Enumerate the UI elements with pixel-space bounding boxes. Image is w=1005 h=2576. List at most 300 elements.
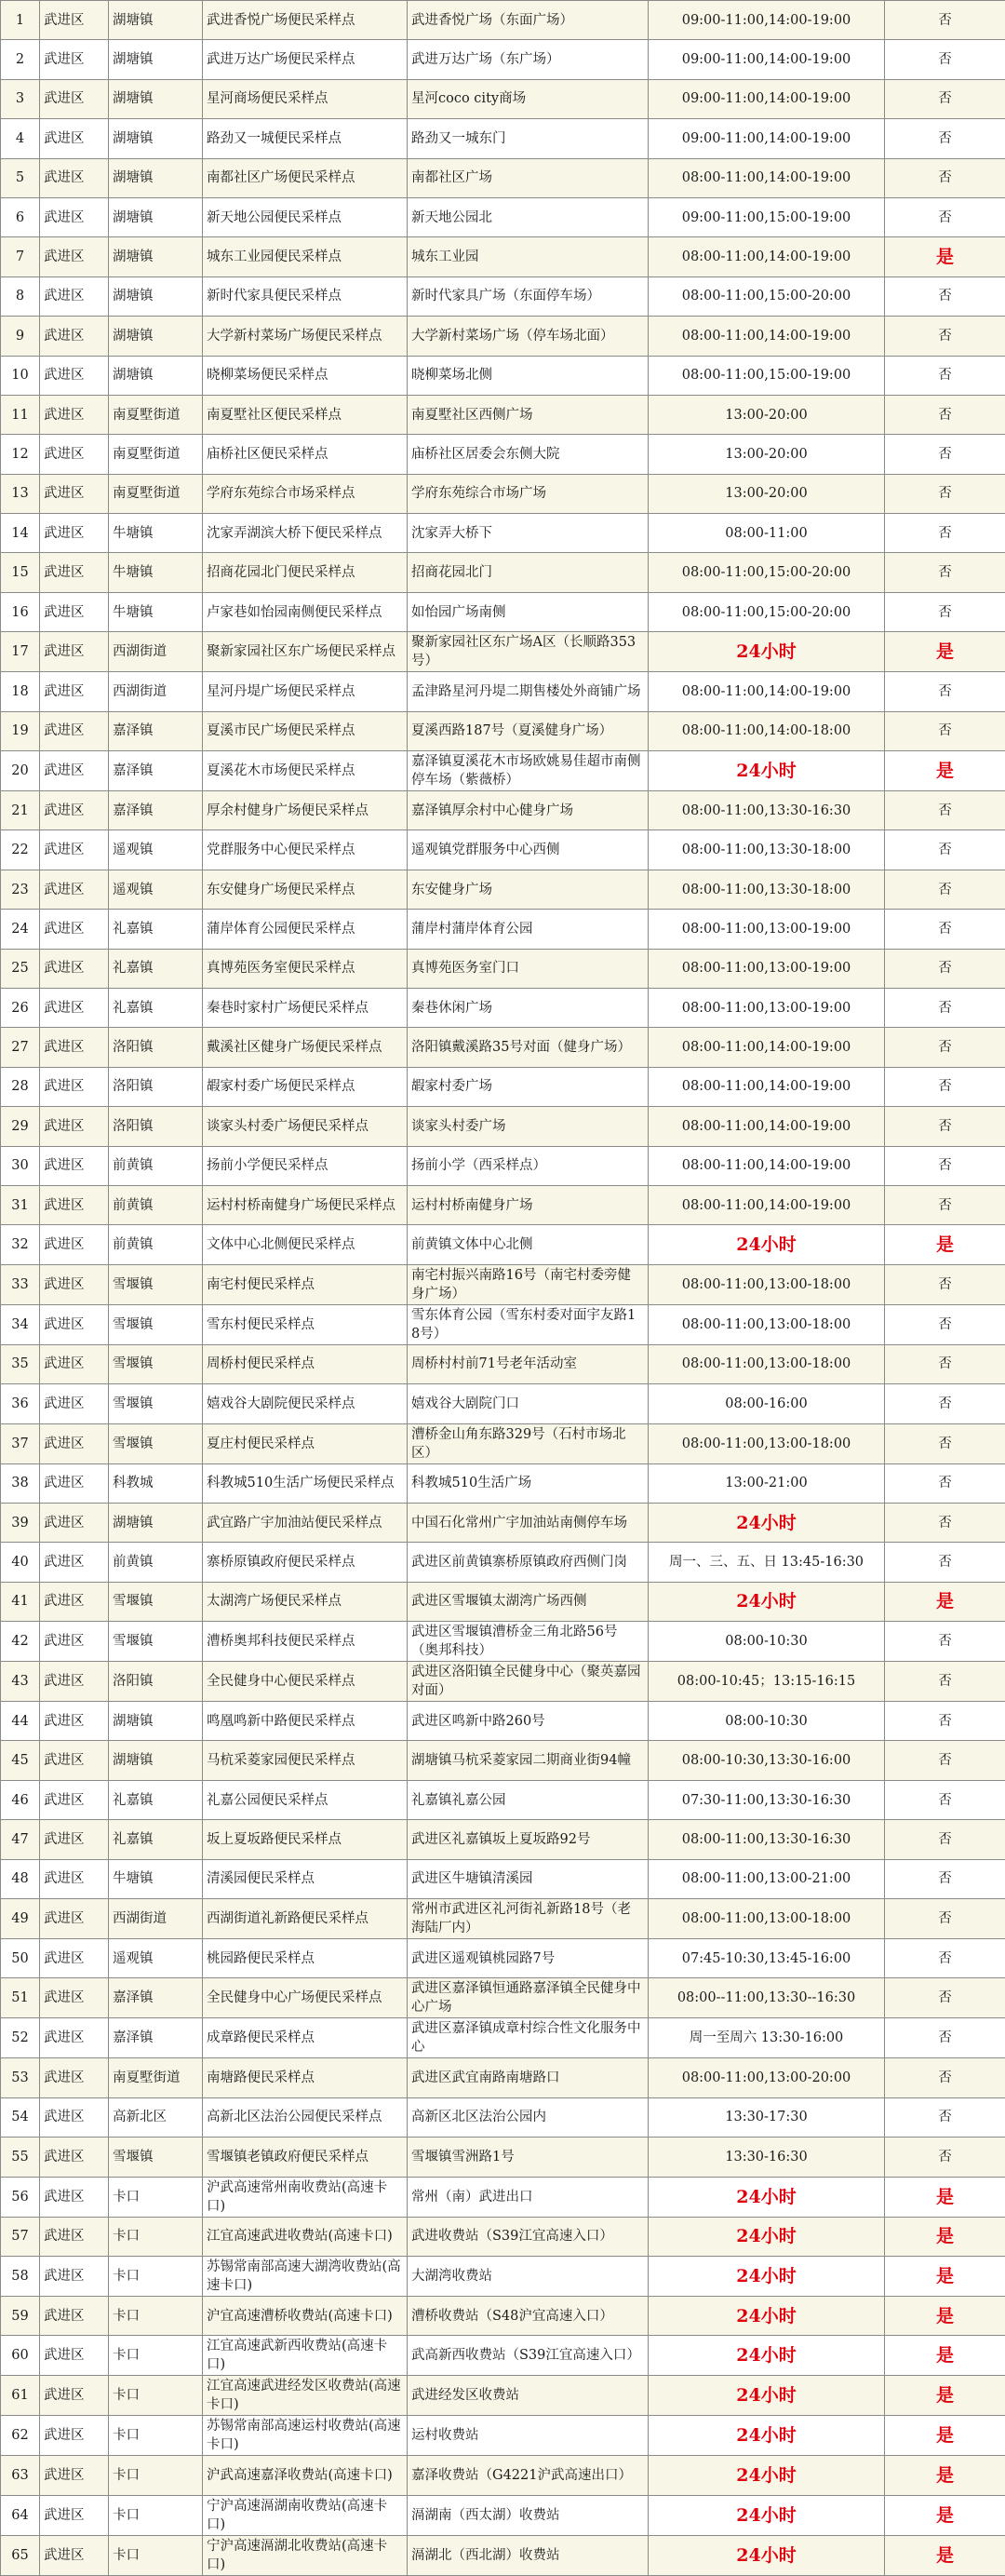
row-number: 36 [1,1384,40,1423]
district-cell: 武进区 [40,1028,109,1067]
site-name-cell: 雪东村便民采样点 [203,1304,408,1344]
row-number: 54 [1,2097,40,2137]
site-name-cell: 聚新家园社区东广场便民采样点 [203,632,408,672]
address-cell: 武进万达广场（东广场） [408,40,649,79]
address-cell: 嘉泽镇夏溪花木市场欧姚易佳超市南侧停车场（紫薇桥） [408,751,649,791]
table-row [1,1662,1005,1702]
town-cell: 卡口 [109,2456,203,2495]
table-row [1,1582,1005,1621]
table-row [1,1,1005,40]
district-cell: 武进区 [40,870,109,909]
24h-flag-cell: 否 [885,1067,1005,1106]
site-name-cell: 成章路便民采样点 [203,2018,408,2058]
address-cell: 大学新村菜场广场（停车场北面） [408,317,649,356]
town-cell: 卡口 [109,2535,203,2575]
row-number: 47 [1,1820,40,1859]
address-cell: 滆湖南（西太湖）收费站 [408,2495,649,2535]
24h-flag-cell: 是 [885,2376,1005,2416]
table-row [1,1423,1005,1463]
24h-flag-cell: 否 [885,1384,1005,1423]
address-cell: 前黄镇文体中心北侧 [408,1225,649,1264]
row-number: 25 [1,949,40,988]
hours-cell: 08:00-11:00,13:00-18:00 [649,1899,885,1939]
district-cell: 武进区 [40,395,109,434]
24h-flag-cell: 否 [885,1028,1005,1067]
table-row [1,2456,1005,2495]
row-number: 63 [1,2456,40,2495]
24h-flag-cell: 是 [885,2217,1005,2256]
address-cell: 南都社区广场 [408,158,649,197]
table-row [1,2256,1005,2296]
24h-flag-cell: 否 [885,672,1005,711]
district-cell: 武进区 [40,1384,109,1423]
address-cell: 扬前小学（西采样点） [408,1146,649,1185]
row-number: 11 [1,395,40,434]
row-number: 13 [1,474,40,513]
table-row [1,40,1005,79]
hours-cell: 24小时 [649,2296,885,2335]
table-row [1,1344,1005,1383]
hours-cell: 08:00-10:30,13:30-16:00 [649,1741,885,1780]
address-cell: 新时代家具广场（东面停车场） [408,276,649,316]
table-row [1,2416,1005,2456]
24h-flag-cell: 否 [885,1820,1005,1859]
site-name-cell: 南塘路便民采样点 [203,2058,408,2097]
table-row [1,2138,1005,2177]
town-cell: 礼嘉镇 [109,1780,203,1819]
town-cell: 南夏墅街道 [109,2058,203,2097]
town-cell: 礼嘉镇 [109,910,203,949]
address-cell: 夏溪西路187号（夏溪健身广场） [408,711,649,750]
address-cell: 聚新家园社区东广场A区（长顺路353号） [408,632,649,672]
site-name-cell: 文体中心北侧便民采样点 [203,1225,408,1264]
row-number: 2 [1,40,40,79]
town-cell: 牛塘镇 [109,553,203,592]
town-cell: 前黄镇 [109,1146,203,1185]
table-body [1,1,1005,2576]
24h-flag-cell: 是 [885,237,1005,276]
town-cell: 雪堰镇 [109,2138,203,2177]
site-name-cell: 宁沪高速滆湖南收费站(高速卡口) [203,2495,408,2535]
district-cell: 武进区 [40,672,109,711]
hours-cell: 09:00-11:00,14:00-19:00 [649,119,885,158]
row-number: 65 [1,2535,40,2575]
site-name-cell: 武宜路广宇加油站便民采样点 [203,1503,408,1542]
district-cell: 武进区 [40,2097,109,2137]
hours-cell: 24小时 [649,2376,885,2416]
hours-cell: 24小时 [649,632,885,672]
row-number: 51 [1,1978,40,2018]
table-row [1,751,1005,791]
hours-cell: 09:00-11:00,14:00-19:00 [649,1,885,40]
hours-cell: 09:00-11:00,14:00-19:00 [649,40,885,79]
24h-flag-cell: 否 [885,356,1005,395]
24h-flag-cell: 是 [885,2256,1005,2296]
site-name-cell: 南宅村便民采样点 [203,1264,408,1304]
row-number: 3 [1,79,40,118]
district-cell: 武进区 [40,2217,109,2256]
row-number: 5 [1,158,40,197]
24h-flag-cell: 是 [885,2495,1005,2535]
row-number: 55 [1,2138,40,2177]
hours-cell: 24小时 [649,1225,885,1264]
address-cell: 武高新西收费站（S39江宜高速入口） [408,2336,649,2376]
24h-flag-cell: 否 [885,317,1005,356]
hours-cell: 08:00-11:00,13:00-18:00 [649,1264,885,1304]
row-number: 16 [1,592,40,631]
district-cell: 武进区 [40,356,109,395]
site-name-cell: 西湖街道礼新路便民采样点 [203,1899,408,1939]
24h-flag-cell: 否 [885,197,1005,236]
address-cell: 嬉戏谷大剧院门口 [408,1384,649,1423]
address-cell: 运村收费站 [408,2416,649,2456]
town-cell: 湖塘镇 [109,276,203,316]
district-cell: 武进区 [40,1780,109,1819]
table-row [1,1543,1005,1582]
district-cell: 武进区 [40,1185,109,1224]
hours-cell: 13:00-20:00 [649,435,885,474]
table-row [1,1503,1005,1542]
24h-flag-cell: 否 [885,435,1005,474]
hours-cell: 09:00-11:00,15:00-19:00 [649,197,885,236]
town-cell: 卡口 [109,2217,203,2256]
24h-flag-cell: 是 [885,2535,1005,2575]
town-cell: 科教城 [109,1463,203,1503]
address-cell: 常州市武进区礼河街礼新路18号（老海陆厂内） [408,1899,649,1939]
address-cell: 高新区北区法治公园内 [408,2097,649,2137]
row-number: 31 [1,1185,40,1224]
table-row [1,2535,1005,2575]
table-row [1,2336,1005,2376]
row-number: 19 [1,711,40,750]
row-number: 35 [1,1344,40,1383]
hours-cell: 08:00-11:00,14:00-19:00 [649,1107,885,1146]
site-name-cell: 招商花园北门便民采样点 [203,553,408,592]
hours-cell: 13:30-16:30 [649,2138,885,2177]
24h-flag-cell: 否 [885,1702,1005,1741]
row-number: 17 [1,632,40,672]
table-row [1,711,1005,750]
district-cell: 武进区 [40,632,109,672]
24h-flag-cell: 否 [885,2058,1005,2097]
site-name-cell: 庙桥社区便民采样点 [203,435,408,474]
24h-flag-cell: 否 [885,988,1005,1027]
address-cell: 滆湖北（西北湖）收费站 [408,2535,649,2575]
table-row [1,514,1005,553]
table-row [1,1304,1005,1344]
address-cell: 真博苑医务室门口 [408,949,649,988]
site-name-cell: 新时代家具便民采样点 [203,276,408,316]
district-cell: 武进区 [40,1582,109,1621]
hours-cell: 08:00-11:00,14:00-19:00 [649,1185,885,1224]
table-row [1,2296,1005,2335]
address-cell: 星河coco city商场 [408,79,649,118]
town-cell: 湖塘镇 [109,79,203,118]
town-cell: 南夏墅街道 [109,435,203,474]
district-cell: 武进区 [40,2058,109,2097]
table-row [1,1859,1005,1898]
site-name-cell: 扬前小学便民采样点 [203,1146,408,1185]
town-cell: 洛阳镇 [109,1067,203,1106]
address-cell: 东安健身广场 [408,870,649,909]
row-number: 1 [1,1,40,40]
table-row [1,1463,1005,1503]
site-name-cell: 马杭采菱家园便民采样点 [203,1741,408,1780]
row-number: 18 [1,672,40,711]
24h-flag-cell: 否 [885,1978,1005,2018]
district-cell: 武进区 [40,1067,109,1106]
town-cell: 礼嘉镇 [109,988,203,1027]
table-row [1,395,1005,434]
town-cell: 牛塘镇 [109,514,203,553]
24h-flag-cell: 否 [885,1741,1005,1780]
table-row [1,1780,1005,1819]
row-number: 61 [1,2376,40,2416]
hours-cell: 24小时 [649,2177,885,2217]
site-name-cell: 寨桥原镇政府便民采样点 [203,1543,408,1582]
address-cell: 中国石化常州广宇加油站南侧停车场 [408,1503,649,1542]
district-cell: 武进区 [40,317,109,356]
24h-flag-cell: 否 [885,119,1005,158]
town-cell: 卡口 [109,2177,203,2217]
address-cell: 常州（南）武进出口 [408,2177,649,2217]
district-cell: 武进区 [40,1463,109,1503]
town-cell: 湖塘镇 [109,158,203,197]
site-name-cell: 厚余村健身广场便民采样点 [203,791,408,830]
24h-flag-cell: 是 [885,1582,1005,1621]
table-row [1,2018,1005,2058]
district-cell: 武进区 [40,1146,109,1185]
24h-flag-cell: 否 [885,830,1005,870]
24h-flag-cell: 否 [885,949,1005,988]
address-cell: 嘏家村委广场 [408,1067,649,1106]
table-row [1,2495,1005,2535]
site-name-cell: 学府东苑综合市场采样点 [203,474,408,513]
district-cell: 武进区 [40,2495,109,2535]
town-cell: 礼嘉镇 [109,1820,203,1859]
town-cell: 卡口 [109,2296,203,2335]
hours-cell: 08:00-11:00,13:00-18:00 [649,1304,885,1344]
hours-cell: 09:00-11:00,14:00-19:00 [649,79,885,118]
24h-flag-cell: 否 [885,1899,1005,1939]
table-row [1,592,1005,631]
24h-flag-cell: 否 [885,1,1005,40]
site-name-cell: 宁沪高速滆湖北收费站(高速卡口) [203,2535,408,2575]
town-cell: 湖塘镇 [109,1,203,40]
district-cell: 武进区 [40,1899,109,1939]
hours-cell: 08:00-11:00,14:00-19:00 [649,1146,885,1185]
town-cell: 湖塘镇 [109,1741,203,1780]
table-row [1,1741,1005,1780]
hours-cell: 08:00-11:00,13:00-19:00 [649,988,885,1027]
hours-cell: 13:30-17:30 [649,2097,885,2137]
24h-flag-cell: 否 [885,592,1005,631]
address-cell: 嘉泽镇厚余村中心健身广场 [408,791,649,830]
site-name-cell: 桃园路便民采样点 [203,1939,408,1978]
site-name-cell: 高新北区法治公园便民采样点 [203,2097,408,2137]
hours-cell: 07:45-10:30,13:45-16:00 [649,1939,885,1978]
hours-cell: 13:00-20:00 [649,474,885,513]
site-name-cell: 苏锡常南部高速运村收费站(高速卡口) [203,2416,408,2456]
row-number: 52 [1,2018,40,2058]
24h-flag-cell: 是 [885,2296,1005,2335]
town-cell: 嘉泽镇 [109,711,203,750]
table-row [1,2177,1005,2217]
24h-flag-cell: 否 [885,1780,1005,1819]
row-number: 23 [1,870,40,909]
site-name-cell: 路劲又一城便民采样点 [203,119,408,158]
town-cell: 嘉泽镇 [109,2018,203,2058]
address-cell: 雪东体育公园（雪东村委对面宇友路18号） [408,1304,649,1344]
hours-cell: 08:00-11:00,14:00-19:00 [649,672,885,711]
row-number: 46 [1,1780,40,1819]
district-cell: 武进区 [40,514,109,553]
address-cell: 武进区雪堰镇漕桥金三角北路56号（奥邦科技） [408,1622,649,1662]
town-cell: 湖塘镇 [109,356,203,395]
site-name-cell: 清溪园便民采样点 [203,1859,408,1898]
24h-flag-cell: 否 [885,395,1005,434]
row-number: 60 [1,2336,40,2376]
hours-cell: 08:00-11:00,13:00-19:00 [649,910,885,949]
hours-cell: 08:00-11:00,14:00-19:00 [649,1028,885,1067]
site-name-cell: 沪武高速嘉泽收费站(高速卡口) [203,2456,408,2495]
site-name-cell: 科教城510生活广场便民采样点 [203,1463,408,1503]
row-number: 9 [1,317,40,356]
hours-cell: 24小时 [649,2336,885,2376]
24h-flag-cell: 否 [885,1264,1005,1304]
row-number: 62 [1,2416,40,2456]
table-row [1,1939,1005,1978]
row-number: 41 [1,1582,40,1621]
address-cell: 南宅村振兴南路16号（南宅村委旁健身广场） [408,1264,649,1304]
address-cell: 庙桥社区居委会东侧大院 [408,435,649,474]
town-cell: 雪堰镇 [109,1384,203,1423]
table-row [1,79,1005,118]
24h-flag-cell: 否 [885,474,1005,513]
hours-cell: 周一、三、五、日 13:45-16:30 [649,1543,885,1582]
district-cell: 武进区 [40,1662,109,1702]
town-cell: 湖塘镇 [109,119,203,158]
row-number: 15 [1,553,40,592]
address-cell: 武进区雪堰镇太湖湾广场西侧 [408,1582,649,1621]
hours-cell: 08:00-10:45；13:15-16:15 [649,1662,885,1702]
district-cell: 武进区 [40,830,109,870]
24h-flag-cell: 是 [885,632,1005,672]
row-number: 48 [1,1859,40,1898]
address-cell: 武进香悦广场（东面广场） [408,1,649,40]
town-cell: 雪堰镇 [109,1622,203,1662]
table-row [1,910,1005,949]
table-row [1,949,1005,988]
row-number: 26 [1,988,40,1027]
district-cell: 武进区 [40,1225,109,1264]
24h-flag-cell: 否 [885,553,1005,592]
24h-flag-cell: 否 [885,1939,1005,1978]
site-name-cell: 南都社区广场便民采样点 [203,158,408,197]
row-number: 27 [1,1028,40,1067]
24h-flag-cell: 否 [885,1423,1005,1463]
row-number: 57 [1,2217,40,2256]
hours-cell: 08:00-16:00 [649,1384,885,1423]
town-cell: 西湖街道 [109,672,203,711]
hours-cell: 24小时 [649,751,885,791]
town-cell: 西湖街道 [109,1899,203,1939]
24h-flag-cell: 否 [885,79,1005,118]
district-cell: 武进区 [40,988,109,1027]
table-row [1,1702,1005,1741]
24h-flag-cell: 是 [885,2177,1005,2217]
hours-cell: 24小时 [649,1582,885,1621]
district-cell: 武进区 [40,79,109,118]
site-name-cell: 嘏家村委广场便民采样点 [203,1067,408,1106]
24h-flag-cell: 是 [885,751,1005,791]
district-cell: 武进区 [40,1503,109,1542]
table-row [1,317,1005,356]
site-name-cell: 谈家头村委广场便民采样点 [203,1107,408,1146]
24h-flag-cell: 否 [885,1146,1005,1185]
district-cell: 武进区 [40,2376,109,2416]
site-name-cell: 坂上夏坂路便民采样点 [203,1820,408,1859]
row-number: 8 [1,276,40,316]
district-cell: 武进区 [40,1344,109,1383]
hours-cell: 08:00-11:00,13:30-16:30 [649,1820,885,1859]
address-cell: 武进区遥观镇桃园路7号 [408,1939,649,1978]
24h-flag-cell: 是 [885,2336,1005,2376]
address-cell: 武进区嘉泽镇恒通路嘉泽镇全民健身中心广场 [408,1978,649,2018]
row-number: 56 [1,2177,40,2217]
district-cell: 武进区 [40,791,109,830]
town-cell: 雪堰镇 [109,1344,203,1383]
site-name-cell: 星河丹堤广场便民采样点 [203,672,408,711]
district-cell: 武进区 [40,1107,109,1146]
table-row [1,791,1005,830]
district-cell: 武进区 [40,197,109,236]
site-name-cell: 漕桥奥邦科技便民采样点 [203,1622,408,1662]
site-name-cell: 新天地公园便民采样点 [203,197,408,236]
hours-cell: 24小时 [649,2535,885,2575]
town-cell: 嘉泽镇 [109,1978,203,2018]
district-cell: 武进区 [40,2456,109,2495]
town-cell: 牛塘镇 [109,592,203,631]
district-cell: 武进区 [40,158,109,197]
site-name-cell: 南夏墅社区便民采样点 [203,395,408,434]
address-cell: 漕桥收费站（S48沪宜高速入口） [408,2296,649,2335]
site-name-cell: 全民健身中心便民采样点 [203,1662,408,1702]
address-cell: 嘉泽收费站（G4221沪武高速出口） [408,2456,649,2495]
site-name-cell: 太湖湾广场便民采样点 [203,1582,408,1621]
site-name-cell: 秦巷时家村广场便民采样点 [203,988,408,1027]
district-cell: 武进区 [40,1741,109,1780]
24h-flag-cell: 是 [885,2456,1005,2495]
table-row [1,870,1005,909]
town-cell: 雪堰镇 [109,1582,203,1621]
site-name-cell: 鸣凰鸣新中路便民采样点 [203,1702,408,1741]
24h-flag-cell: 否 [885,1859,1005,1898]
table-row [1,672,1005,711]
hours-cell: 08:00-11:00,15:00-20:00 [649,276,885,316]
row-number: 21 [1,791,40,830]
hours-cell: 08:00-11:00,14:00-18:00 [649,711,885,750]
address-cell: 新天地公园北 [408,197,649,236]
address-cell: 晓柳菜场北侧 [408,356,649,395]
hours-cell: 24小时 [649,2495,885,2535]
district-cell: 武进区 [40,2296,109,2335]
hours-cell: 08:00-11:00,13:30-18:00 [649,830,885,870]
district-cell: 武进区 [40,949,109,988]
hours-cell: 08:00-11:00,13:00-20:00 [649,2058,885,2097]
address-cell: 武进区鸣新中路260号 [408,1702,649,1741]
district-cell: 武进区 [40,1978,109,2018]
